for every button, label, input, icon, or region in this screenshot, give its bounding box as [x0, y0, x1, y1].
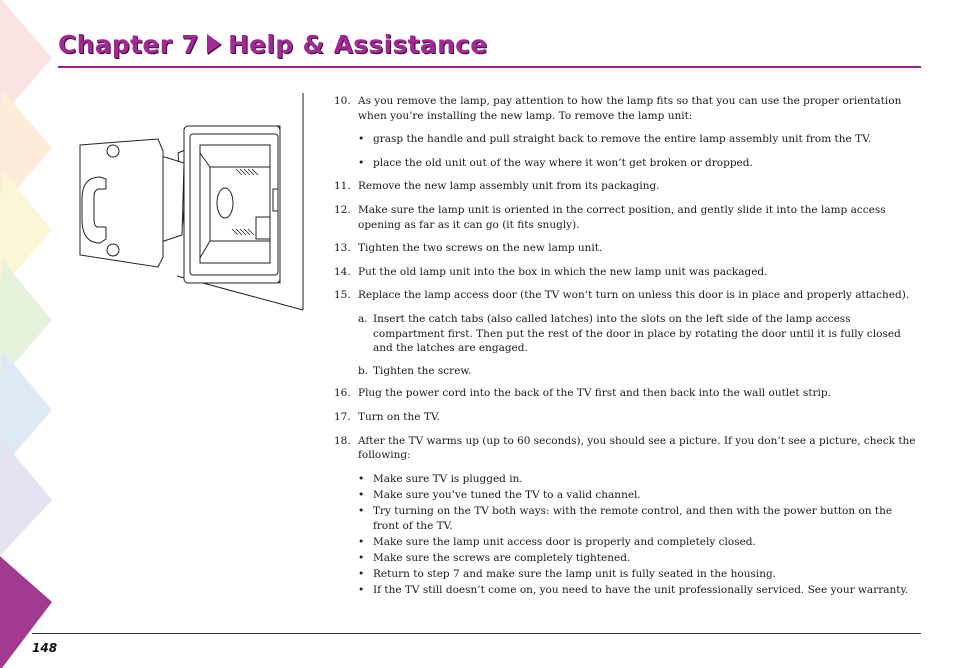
- bullet-icon: •: [358, 156, 365, 169]
- bullet-item: [358, 535, 920, 550]
- bullet-text: If the TV still doesn’t come on, you need to have the unit professionally serviced. See your warranty.: [373, 584, 909, 597]
- sub-step-label: b.: [358, 364, 369, 377]
- step-text: Remove the new lamp assembly unit from its packaging.: [358, 180, 660, 193]
- bullet-icon: •: [358, 505, 365, 518]
- step-number: 17.: [334, 410, 351, 423]
- bullet-icon: •: [358, 133, 365, 146]
- bullet-text: Make sure you’ve tuned the TV to a valid channel.: [373, 488, 641, 501]
- step-text: After the TV warms up (up to 60 seconds), you should see a picture. If you don’t see a picture, check the following:: [358, 434, 916, 462]
- sub-step-text: Insert the catch tabs (also called latches) into the slots on the left side of the lamp access compartment first. Then put the rest of the door in place by rotating the door until it is fully closed and the latches are engaged.: [373, 312, 901, 355]
- chapter-tabs: [0, 0, 60, 668]
- step-text: Put the old lamp unit into the box in which the new lamp unit was packaged.: [358, 265, 768, 278]
- step-item: [334, 386, 920, 401]
- bullet-item: [358, 504, 920, 533]
- bullet-text: Return to step 7 and make sure the lamp unit is fully seated in the housing.: [373, 568, 777, 581]
- lamp-removal-illustration: [60, 93, 310, 313]
- step-number: 13.: [334, 242, 351, 255]
- bullet-item: [358, 567, 920, 582]
- step-number: 15.: [334, 289, 351, 302]
- step-item: [334, 434, 920, 463]
- bullet-icon: •: [358, 535, 365, 548]
- bullet-text: Make sure the lamp unit access door is properly and completely closed.: [373, 535, 756, 548]
- instructions: [334, 94, 920, 607]
- step-item: [334, 410, 920, 425]
- step-text: As you remove the lamp, pay attention to how the lamp fits so that you can use the proper orientation when you’re installing the new lamp. To remove the lamp unit:: [358, 95, 902, 122]
- bullet-text: Make sure the screws are completely tightened.: [373, 552, 631, 565]
- step-number: 10.: [334, 95, 351, 107]
- sub-step-label: a.: [358, 312, 368, 325]
- bullet-icon: •: [358, 472, 365, 485]
- step-text: Tighten the two screws on the new lamp unit.: [358, 242, 603, 255]
- bullet-item: [358, 156, 920, 171]
- sub-step: [358, 312, 920, 356]
- step-number: 14.: [334, 265, 351, 278]
- step-number: 18.: [334, 434, 351, 447]
- footer-rule: [32, 633, 921, 634]
- bullet-text: Make sure TV is plugged in.: [373, 472, 523, 485]
- step-item: [334, 203, 920, 232]
- chapter-label: Chapter 7: [58, 30, 199, 59]
- bullet-item: [358, 583, 920, 598]
- sub-step-text: Tighten the screw.: [373, 364, 472, 377]
- step-item: [334, 265, 920, 280]
- step-text: Make sure the lamp unit is oriented in the correct position, and gently slide it into the lamp access opening as far as it can go (it fits snugly).: [358, 203, 886, 231]
- bullet-item: [358, 551, 920, 566]
- step-item: [334, 288, 920, 303]
- chapter-tab: [0, 440, 52, 556]
- bullet-icon: •: [358, 552, 365, 565]
- bullet-text: Try turning on the TV both ways: with the remote control, and then with the power button on the front of the TV.: [373, 505, 893, 532]
- sub-step: [358, 364, 920, 379]
- title-rule: [58, 66, 921, 68]
- step-item: [334, 94, 920, 123]
- step-text: Replace the lamp access door (the TV won’t turn on unless this door is in place and properly attached).: [358, 289, 910, 302]
- bullet-item: [358, 132, 920, 147]
- step-text: Turn on the TV.: [358, 410, 440, 423]
- bullet-item: [358, 472, 920, 487]
- page-number: 148: [32, 641, 58, 655]
- section-label: Help & Assistance: [227, 30, 488, 59]
- bullet-text: place the old unit out of the way where it won’t get broken or dropped.: [373, 156, 753, 169]
- step-number: 11.: [334, 180, 351, 193]
- step-number: 16.: [334, 387, 351, 400]
- bullet-icon: •: [358, 568, 365, 581]
- step-text: Plug the power cord into the back of the TV first and then back into the wall outlet strip.: [358, 387, 831, 400]
- step-item: [334, 179, 920, 194]
- bullet-item: [358, 488, 920, 503]
- right-triangle-icon: [206, 34, 223, 56]
- page-title: [58, 30, 488, 59]
- step-item: [334, 241, 920, 256]
- step-number: 12.: [334, 203, 351, 216]
- bullet-icon: •: [358, 488, 365, 501]
- bullet-icon: •: [358, 584, 365, 597]
- bullet-text: grasp the handle and pull straight back to remove the entire lamp assembly unit from the TV.: [373, 133, 872, 146]
